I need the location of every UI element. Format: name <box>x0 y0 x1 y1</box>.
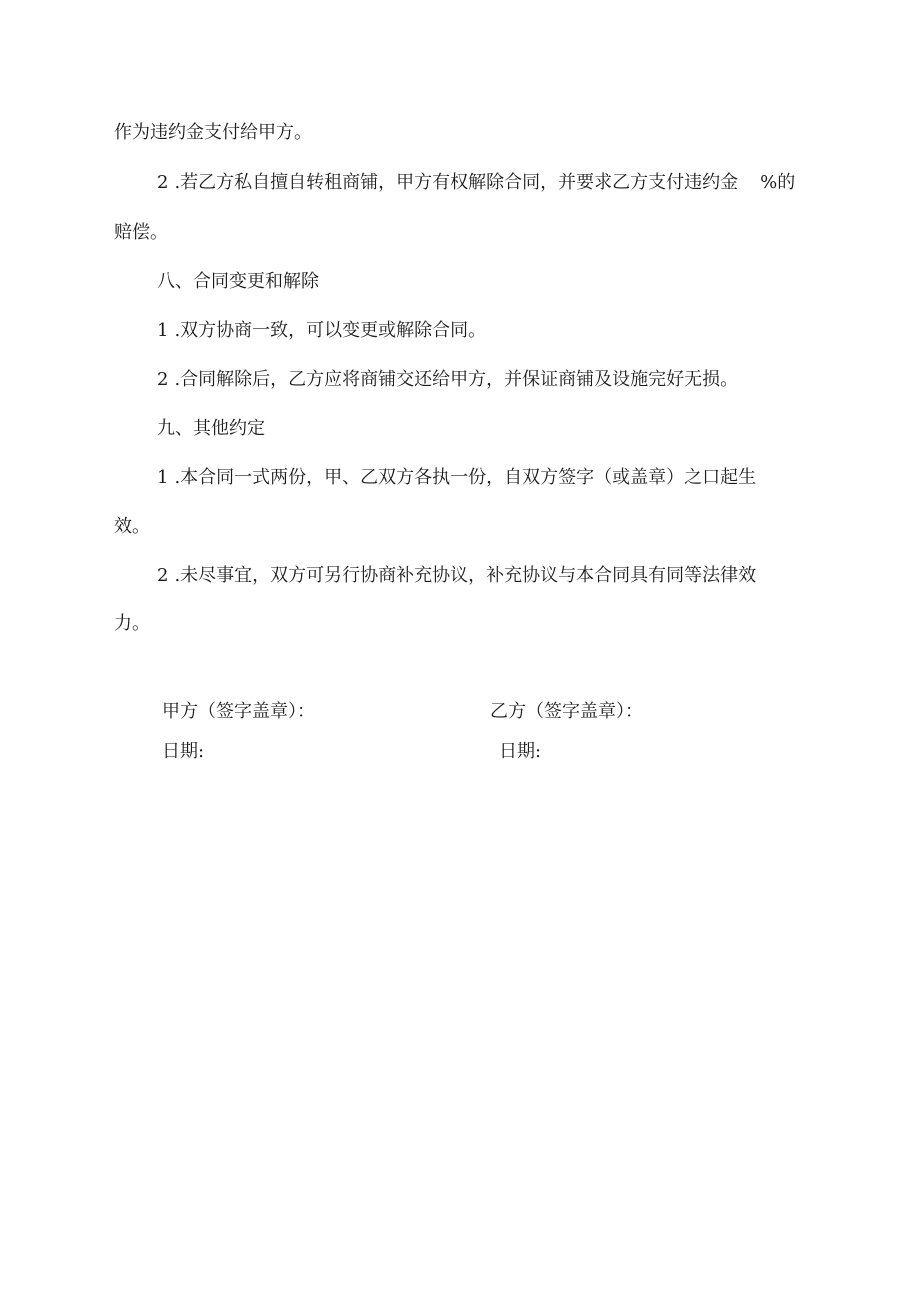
clause-text: 效。 <box>114 516 150 537</box>
clause-7-2-line-2 <box>114 221 168 245</box>
clause-number: 1 <box>157 467 169 488</box>
clause-text: 力。 <box>114 613 150 634</box>
clause-8-1 <box>157 319 486 343</box>
section-heading-text: 九、其他约定 <box>157 418 265 439</box>
clause-9-2-line-1 <box>157 564 756 588</box>
clause-text: 赔偿。 <box>114 222 168 243</box>
date-label-text: 日期: <box>499 741 542 762</box>
section-8-heading <box>157 270 319 294</box>
party-a-signature-label <box>162 700 315 724</box>
clause-number: 2 <box>157 565 169 586</box>
party-b-date-label <box>499 740 541 764</box>
section-9-heading <box>157 417 265 441</box>
clause-number: 2 <box>157 172 169 193</box>
clause-8-2 <box>157 368 738 392</box>
party-b-signature-label <box>490 700 643 724</box>
clause-9-1-line-1 <box>157 466 756 490</box>
signature-label-text: 甲方（签字盖章）： <box>162 701 315 722</box>
section-heading-text: 八、合同变更和解除 <box>157 271 319 292</box>
clause-text: .若乙方私自擅自转租商铺，甲方有权解除合同，并要求乙方支付违约金 <box>174 172 739 193</box>
clause-number: 1 <box>157 320 169 341</box>
clause-text: .未尽事宜，双方可另行协商补充协议，补充协议与本合同具有同等法律效 <box>174 565 757 586</box>
percent-suffix: %的 <box>760 172 796 193</box>
clause-7-2-line-1 <box>157 171 795 195</box>
party-a-date-label <box>162 740 204 764</box>
clause-9-1-line-2 <box>114 515 150 539</box>
clause-9-2-line-2 <box>114 612 150 636</box>
paragraph-text: 作为违约金支付给甲方。 <box>114 122 312 143</box>
clause-text: .双方协商一致，可以变更或解除合同。 <box>174 320 487 341</box>
paragraph-continuation <box>114 121 312 145</box>
clause-number: 2 <box>157 369 169 390</box>
clause-text: .合同解除后，乙方应将商铺交还给甲方，并保证商铺及设施完好无损。 <box>174 369 739 390</box>
clause-text: .本合同一式两份，甲、乙双方各执一份，自双方签字（或盖章）之口起生 <box>174 467 757 488</box>
date-label-text: 日期: <box>162 741 205 762</box>
signature-label-text: 乙方（签字盖章）： <box>490 701 643 722</box>
